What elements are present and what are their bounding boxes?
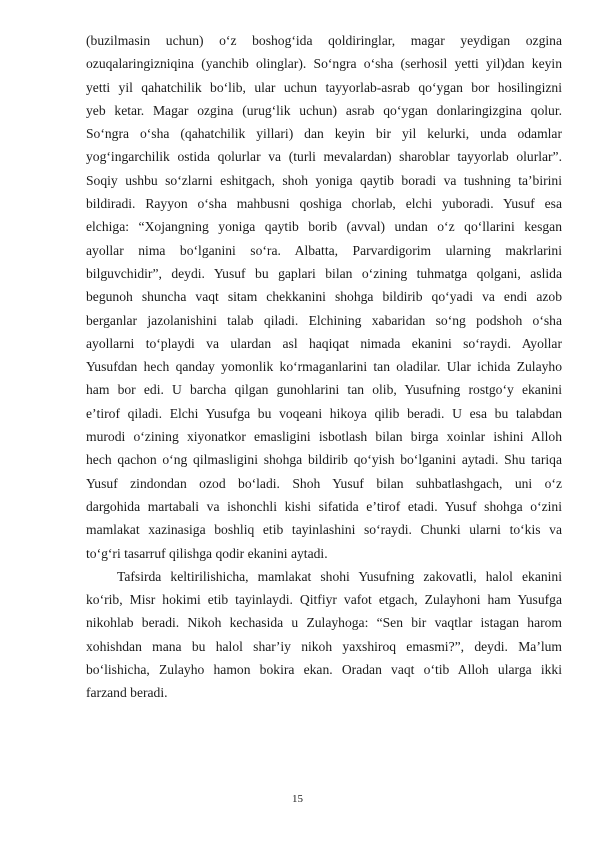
text-line: hech qachon oʻng qilmasligini shohga bildirib qoʻyish boʻlganini aytadi. Shu tariqa [86, 452, 562, 468]
text-line: toʻgʻri tasarruf qilishga qodir ekanini aytadi. [86, 545, 328, 561]
text-line: bildiradi. Rayyon oʻsha mahbusni qoshiga chorlab, elchi yuboradi. Yusuf esa [86, 196, 562, 212]
text-line: yogʻingarchilik ostida qolurlar va (turli mevalardan) sharoblar tayyorlab olurlar”. [86, 149, 562, 165]
text-line: yeb ketar. Magar ozgina (urugʻlik uchun) asrab qoʻygan donlaringizgina qolur. [86, 102, 562, 118]
text-line: koʻrib, Misr hokimi etib tayinlaydi. Qitfiyr vafot etgach, Zulayhoni ham Yusufga [86, 592, 562, 608]
text-line: Soʻngra oʻsha (qahatchilik yillari) dan keyin bir yil kelurki, unda odamlar [86, 126, 562, 142]
text-line: xohishdan mana bu halol sharʼiy nikoh yaxshiroq emasmi?”, deydi. Maʼlum [86, 638, 562, 654]
text-line: mamlakat xazinasiga boshliq etib tayinlashini soʻraydi. Chunki ularni toʻkis va [86, 522, 562, 538]
text-line: nikohlab beradi. Nikoh kechasida u Zulayhoga: “Sen bir vaqtlar istagan harom [86, 615, 562, 631]
text-line: ayollar nima boʻlganini soʻra. Albatta, Parvardigorim ularning makrlarini [86, 242, 562, 258]
text-line: murodi oʻzining xiyonatkor emasligini isbotlash bilan birga xoinlar ishini Alloh [86, 429, 562, 445]
text-line: begunoh shuncha vaqt sitam chekkanini shohga bildirib qoʻyadi va endi azob [86, 289, 562, 305]
paragraph-2 [86, 565, 562, 705]
body-text [86, 29, 562, 705]
text-line: (buzilmasin uchun) oʻz boshogʻida qoldiringlar, magar yeydigan ozgina [86, 33, 562, 48]
text-line: Yusufdan hech qanday yomonlik koʻrmaganlarini tan oladilar. Ular ichida Zulayho [86, 359, 562, 375]
text-line: bilguvchidir”, deydi. Yusuf bu gaplari bilan oʻzining tuhmatga qolgani, aslida [86, 265, 562, 281]
text-line: Soqiy ushbu soʻzlarni eshitgach, shoh yoniga qaytib boradi va tushning taʼbirini [86, 172, 562, 188]
text-line: yetti yil qahatchilik boʻlib, ular uchun tayyorlab-asrab qoʻygan bor hosilingizni [86, 79, 562, 95]
text-line: berganlar jazolanishini talab qiladi. Elchining xabaridan soʻng podshoh oʻsha [86, 312, 562, 328]
text-line: elchiga: “Xojangning yoniga qaytib borib (avval) undan oʻz qoʻllarini kesgan [86, 219, 562, 235]
text-line: Yusuf zindondan ozod boʻladi. Shoh Yusuf bilan suhbatlashgach, uni oʻz [86, 475, 562, 491]
text-line: ozuqalaringizniqina (yanchib olinglar). Soʻngra oʻsha (serhosil yetti yil)dan keyin [86, 56, 562, 72]
paragraph-1 [86, 29, 562, 565]
text-line: ayollarni toʻplaydi va ulardan asl haqiqat nimada ekanini soʻraydi. Ayollar [86, 335, 562, 351]
text-line: ham bor edi. U barcha qilgan gunohlarini tan olib, Yusufning rostgoʻy ekanini [86, 382, 562, 398]
text-line: farzand beradi. [86, 685, 168, 701]
page-number: 15 [292, 793, 303, 805]
text-line: dargohida martabali va ishonchli kishi sifatida eʼtirof etadi. Yusuf shohga oʻzini [86, 498, 562, 514]
text-line: eʼtirof qiladi. Elchi Yusufga bu voqeani hikoya qilib beradi. U esa bu talabdan [86, 405, 562, 421]
text-line: Tafsirda keltirilishicha, mamlakat shohi Yusufning zakovatli, halol ekanini [117, 568, 562, 584]
text-line: boʻlishicha, Zulayho hamon bokira ekan. Oradan vaqt oʻtib Alloh ularga ikki [86, 662, 562, 678]
